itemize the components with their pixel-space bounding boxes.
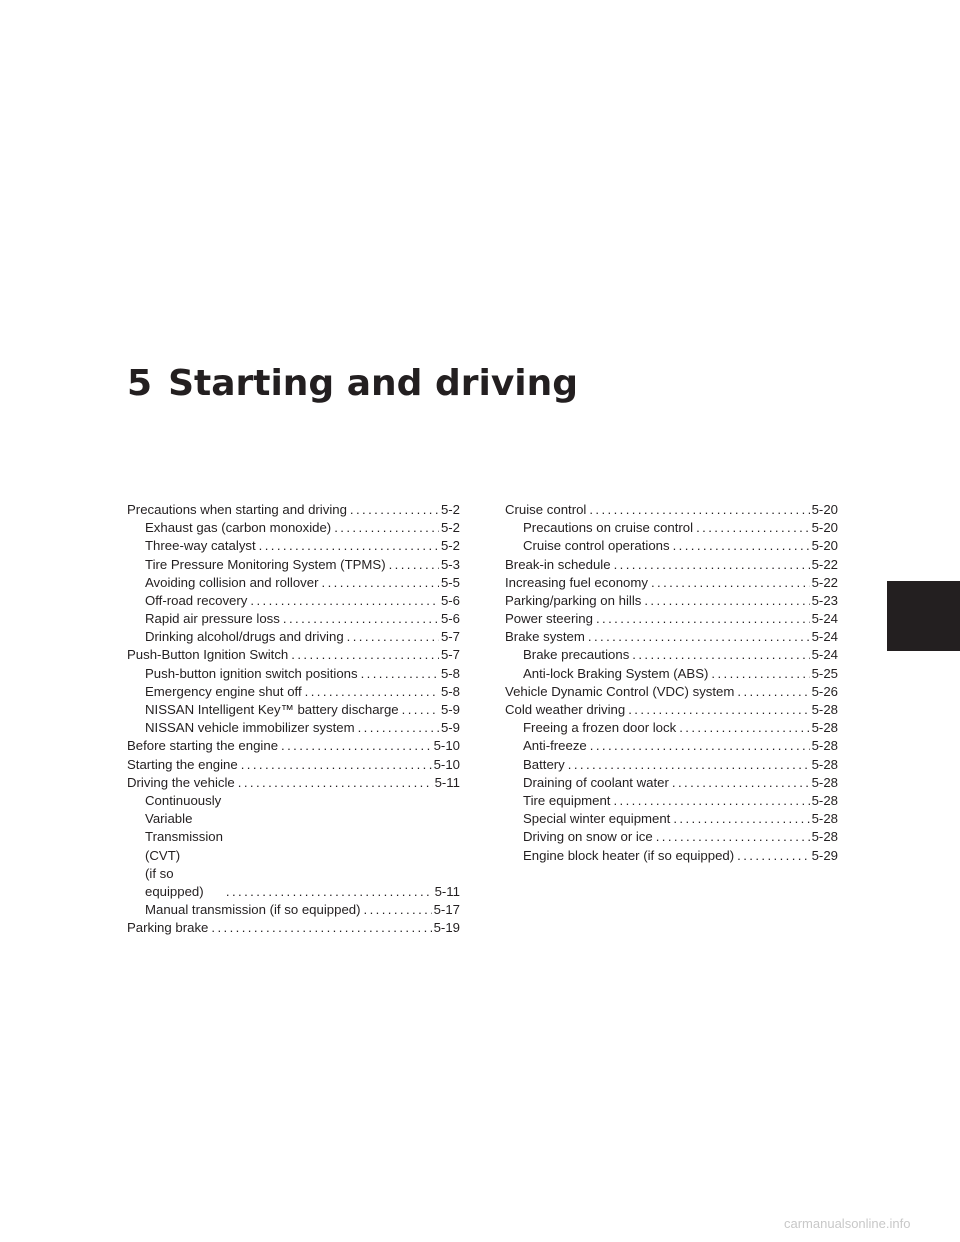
toc-entry[interactable] xyxy=(505,610,838,628)
toc-dot-leader xyxy=(679,719,809,737)
toc-entry-label: Tire Pressure Monitoring System (TPMS) xyxy=(145,556,386,572)
toc-entry[interactable] xyxy=(505,701,838,719)
toc-entry-page: 5-6 xyxy=(440,611,460,627)
toc-entry-label: Starting the engine xyxy=(127,756,238,772)
chapter-title xyxy=(127,360,578,408)
toc-entry-label: Continuously Variable Transmission (CVT) (if so equipped) xyxy=(145,793,223,900)
toc-dot-leader xyxy=(737,847,809,865)
toc-entry-page: 5-9 xyxy=(440,720,460,736)
toc-entry[interactable] xyxy=(505,792,838,810)
toc-entry-page: 5-2 xyxy=(440,520,460,536)
toc-dot-leader xyxy=(673,537,810,555)
toc-entry[interactable] xyxy=(127,665,460,683)
toc-entry-page: 5-22 xyxy=(811,556,838,572)
toc-entry-page: 5-24 xyxy=(811,611,838,627)
toc-entry-page: 5-8 xyxy=(440,683,460,699)
toc-entry-label: Emergency engine shut off xyxy=(145,683,302,699)
toc-entry[interactable] xyxy=(127,519,460,537)
toc-entry-label: Draining of coolant water xyxy=(523,774,669,790)
toc-entry-label: Parking/parking on hills xyxy=(505,592,642,608)
toc-entry[interactable] xyxy=(505,828,838,846)
toc-entry-label: Cold weather driving xyxy=(505,702,626,718)
toc-entry-label: Drinking alcohol/drugs and driving xyxy=(145,629,344,645)
toc-entry-page: 5-28 xyxy=(811,702,838,718)
toc-entry-label: Special winter equipment xyxy=(523,811,671,827)
toc-entry-label: Parking brake xyxy=(127,920,209,936)
toc-dot-leader xyxy=(589,501,809,519)
toc-entry-label: Before starting the engine xyxy=(127,738,279,754)
toc-entry[interactable] xyxy=(127,901,460,919)
toc-entry-page: 5-28 xyxy=(811,738,838,754)
toc-entry[interactable] xyxy=(505,537,838,555)
toc-entry[interactable] xyxy=(505,519,838,537)
toc-entry-page: 5-28 xyxy=(811,756,838,772)
toc-entry-label: NISSAN vehicle immobilizer system xyxy=(145,720,355,736)
toc-entry[interactable] xyxy=(505,810,838,828)
toc-dot-leader xyxy=(402,701,439,719)
toc-entry-label: Anti-lock Braking System (ABS) xyxy=(523,665,709,681)
toc-entry-page: 5-29 xyxy=(811,847,838,863)
toc-entry-page: 5-28 xyxy=(811,829,838,845)
toc-entry[interactable] xyxy=(505,847,838,865)
toc-dot-leader xyxy=(644,592,809,610)
toc-entry-label: Three-way catalyst xyxy=(145,538,256,554)
toc-dot-leader xyxy=(291,646,439,664)
toc-entry-label: Rapid air pressure loss xyxy=(145,611,280,627)
toc-entry[interactable] xyxy=(127,719,460,737)
toc-entry[interactable] xyxy=(505,556,838,574)
toc-entry-page: 5-23 xyxy=(811,592,838,608)
toc-entry-page: 5-7 xyxy=(440,629,460,645)
toc-entry-label: Freeing a frozen door lock xyxy=(523,720,677,736)
toc-entry-page: 5-8 xyxy=(440,665,460,681)
toc-entry-page: 5-20 xyxy=(811,538,838,554)
toc-entry-label: Break-in schedule xyxy=(505,556,611,572)
toc-entry-page: 5-2 xyxy=(440,501,460,517)
toc-entry[interactable] xyxy=(127,574,460,592)
toc-dot-leader xyxy=(305,683,439,701)
toc-dot-leader xyxy=(283,610,439,628)
toc-dot-leader xyxy=(673,810,809,828)
toc-entry-page: 5-24 xyxy=(811,629,838,645)
toc-entry-page: 5-20 xyxy=(811,520,838,536)
toc-entry-label: Increasing fuel economy xyxy=(505,574,648,590)
toc-entry[interactable] xyxy=(505,592,838,610)
toc-entry-page: 5-9 xyxy=(440,702,460,718)
toc-entry-page: 5-25 xyxy=(811,665,838,681)
toc-entry[interactable] xyxy=(127,701,460,719)
toc-entry-label: Exhaust gas (carbon monoxide) xyxy=(145,520,332,536)
toc-entry-page: 5-24 xyxy=(811,647,838,663)
toc-entry-page: 5-28 xyxy=(811,720,838,736)
toc-dot-leader xyxy=(226,883,433,901)
toc-entry-label: Cruise control operations xyxy=(523,538,670,554)
chapter-title-text: Starting and driving xyxy=(168,363,579,404)
toc-entry-label: Brake precautions xyxy=(523,647,630,663)
toc-dot-leader xyxy=(672,774,810,792)
toc-entry[interactable] xyxy=(127,683,460,701)
toc-entry[interactable] xyxy=(505,683,838,701)
toc-entry[interactable] xyxy=(505,574,838,592)
toc-dot-leader xyxy=(711,665,809,683)
toc-dot-leader xyxy=(361,665,439,683)
toc-entry-page: 5-26 xyxy=(811,683,838,699)
toc-entry[interactable] xyxy=(505,665,838,683)
toc-dot-leader xyxy=(322,574,439,592)
toc-entry[interactable] xyxy=(127,756,460,774)
toc-entry-page: 5-11 xyxy=(434,774,460,790)
toc-entry-label: Tire equipment xyxy=(523,792,611,808)
toc-dot-leader xyxy=(613,792,809,810)
toc-dot-leader xyxy=(568,756,810,774)
toc-dot-leader xyxy=(588,628,810,646)
toc-entry-label: Push-button ignition switch positions xyxy=(145,665,358,681)
toc-entry-label: Precautions when starting and driving xyxy=(127,501,347,517)
toc-entry-label: Manual transmission (if so equipped) xyxy=(145,902,361,918)
toc-right-column xyxy=(505,501,838,865)
toc-entry[interactable] xyxy=(127,537,460,555)
toc-entry-page: 5-22 xyxy=(811,574,838,590)
toc-entry-label: Battery xyxy=(523,756,565,772)
toc-entry-label: NISSAN Intelligent Key™ battery discharge xyxy=(145,702,399,718)
toc-entry-page: 5-28 xyxy=(811,792,838,808)
toc-dot-leader xyxy=(334,519,439,537)
toc-dot-leader xyxy=(632,646,809,664)
toc-dot-leader xyxy=(628,701,809,719)
toc-entry[interactable] xyxy=(505,628,838,646)
toc-entry-label: Cruise control xyxy=(505,501,587,517)
toc-entry-label: Vehicle Dynamic Control (VDC) system xyxy=(505,683,735,699)
toc-dot-leader xyxy=(596,610,810,628)
toc-entry-page: 5-10 xyxy=(433,738,460,754)
toc-entry-page: 5-19 xyxy=(433,920,460,936)
chapter-number: 5 xyxy=(127,363,153,404)
toc-dot-leader xyxy=(358,719,439,737)
toc-dot-leader xyxy=(259,537,439,555)
toc-dot-leader xyxy=(614,556,810,574)
toc-dot-leader xyxy=(590,737,810,755)
toc-dot-leader xyxy=(241,756,432,774)
toc-entry-page: 5-28 xyxy=(811,774,838,790)
toc-entry[interactable] xyxy=(127,792,460,901)
toc-entry[interactable] xyxy=(127,610,460,628)
toc-dot-leader xyxy=(350,501,439,519)
toc-dot-leader xyxy=(364,901,432,919)
toc-entry-label: Avoiding collision and rollover xyxy=(145,574,319,590)
toc-entry-page: 5-3 xyxy=(440,556,460,572)
toc-dot-leader xyxy=(211,919,431,937)
toc-entry[interactable] xyxy=(127,592,460,610)
chapter-thumb-tab xyxy=(887,581,960,651)
toc-entry-page: 5-20 xyxy=(811,501,838,517)
toc-entry-page: 5-28 xyxy=(811,811,838,827)
toc-entry[interactable] xyxy=(127,556,460,574)
toc-entry[interactable] xyxy=(505,774,838,792)
toc-dot-leader xyxy=(696,519,810,537)
toc-entry-label: Off-road recovery xyxy=(145,592,248,608)
toc-entry[interactable] xyxy=(505,501,838,519)
toc-dot-leader xyxy=(250,592,439,610)
toc-dot-leader xyxy=(656,828,810,846)
toc-entry-page: 5-17 xyxy=(433,902,460,918)
toc-entry[interactable] xyxy=(505,719,838,737)
footer-watermark: carmanualsonline.info xyxy=(784,1216,911,1231)
toc-entry[interactable] xyxy=(505,647,838,665)
toc-left-column xyxy=(127,501,460,938)
toc-dot-leader xyxy=(651,574,810,592)
toc-entry-label: Brake system xyxy=(505,629,585,645)
toc-entry[interactable] xyxy=(505,756,838,774)
toc-entry-label: Driving on snow or ice xyxy=(523,829,653,845)
toc-entry[interactable] xyxy=(127,774,460,792)
toc-entry-label: Precautions on cruise control xyxy=(523,520,694,536)
toc-dot-leader xyxy=(737,683,809,701)
toc-dot-leader xyxy=(347,628,439,646)
toc-entry-label: Anti-freeze xyxy=(523,738,587,754)
toc-entry[interactable] xyxy=(127,628,460,646)
toc-entry-label: Power steering xyxy=(505,611,593,627)
toc-entry-label: Driving the vehicle xyxy=(127,774,235,790)
toc-entry[interactable] xyxy=(127,647,460,665)
toc-entry[interactable] xyxy=(127,501,460,519)
toc-entry[interactable] xyxy=(127,737,460,755)
toc-entry-page: 5-7 xyxy=(440,647,460,663)
toc-entry[interactable] xyxy=(127,919,460,937)
toc-entry-page: 5-6 xyxy=(440,592,460,608)
toc-entry-page: 5-5 xyxy=(440,574,460,590)
toc-dot-leader xyxy=(281,737,432,755)
toc-entry-page: 5-10 xyxy=(433,756,460,772)
toc-dot-leader xyxy=(238,774,433,792)
toc-entry-label: Push-Button Ignition Switch xyxy=(127,647,289,663)
toc-entry-page: 5-2 xyxy=(440,538,460,554)
toc-entry-page: 5-11 xyxy=(434,884,460,900)
toc-dot-leader xyxy=(389,556,439,574)
toc-entry-label: Engine block heater (if so equipped) xyxy=(523,847,735,863)
toc-entry[interactable] xyxy=(505,737,838,755)
